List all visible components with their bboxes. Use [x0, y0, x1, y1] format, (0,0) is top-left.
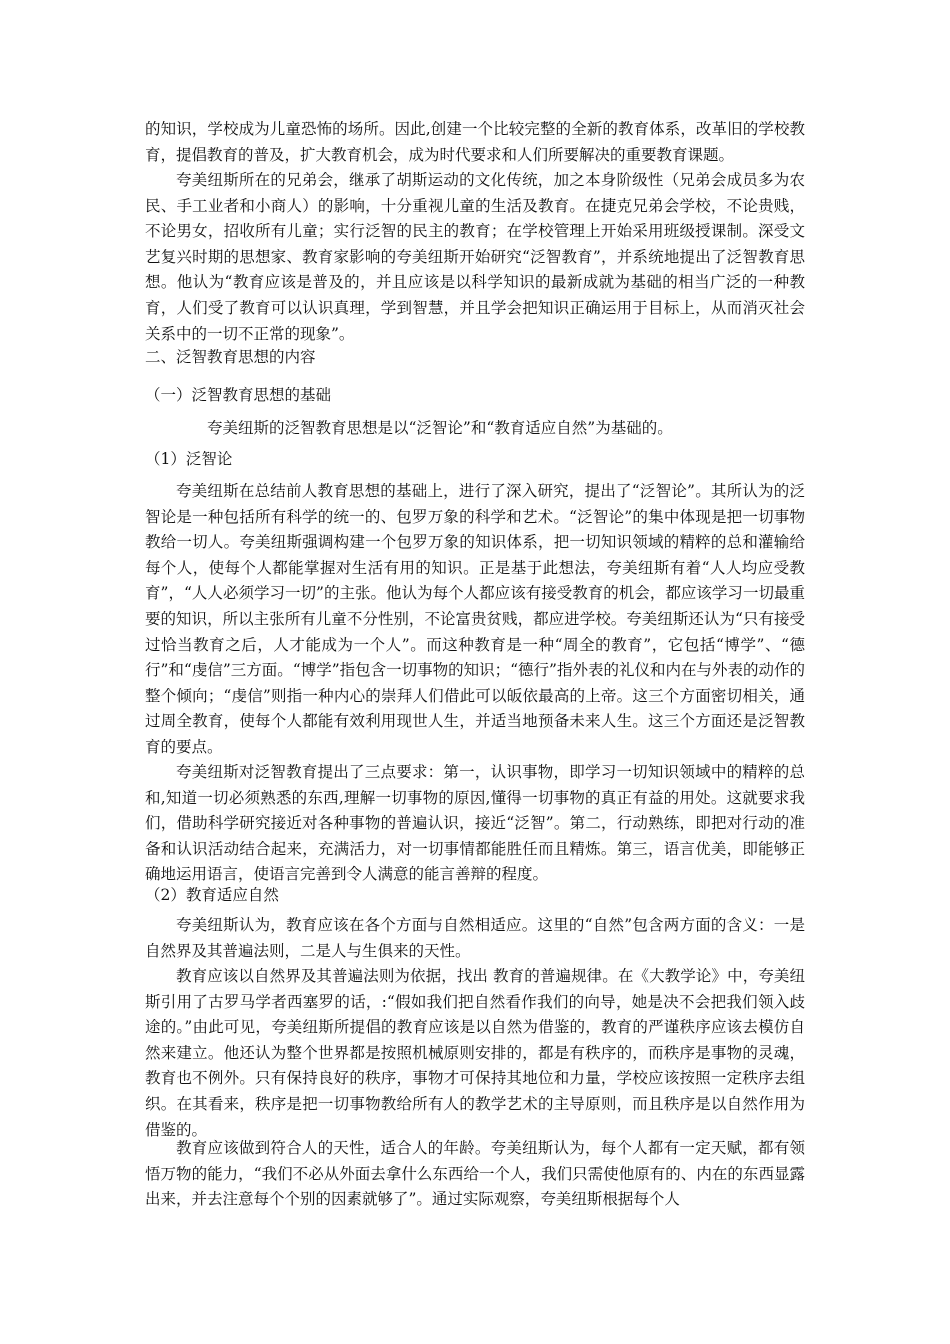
- paragraph-pansophism: 夸美纽斯在总结前人教育思想的基础上，进行了深入研究，提出了“泛智论”。其所认为的泛智论是一种包括所有科学的统一的、包罗万象的科学和艺术。“泛智论”的集中体现是把一切事物教给一切人。夸美纽斯强调构建一个包罗万象的知识体系，把一切知识领域的精粹的总和灌输给每个人，使每个人都能掌握对生活有用的知识。正是基于此想法，夸美纽斯有着“人人均应受教育”，“人人必须学习一切”的主张。他认为每个人都应该有接受教育的机会，都应该学习一切最重要的知识，所以主张所有儿童不分性别，不论富贵贫贱，都应进学校。夸美纽斯还认为“只有接受过恰当教育之后，人才能成为一个人”。而这种教育是一种“周全的教育”，它包括“博学”、“德行”和“虔信”三方面。“博学”指包含一切事物的知识；“德行”指外表的礼仪和内在与外表的动作的整个倾向；“虔信”则指一种内心的崇拜人们借此可以皈依最高的上帝。这三个方面密切相关，通过周全教育，使每个人都能有效利用现世人生，并适当地预备未来人生。这三个方面还是泛智教育的要点。: [145, 482, 805, 756]
- paragraph-nature-laws: 教育应该以自然界及其普遍法则为依据，找出 教育的普遍规律。在《大教学论》中，夸美纽斯引用了古罗马学者西塞罗的话，:“假如我们把自然看作我们的向导，她是决不会把我们领入歧途的。”由此可见，夸美纽斯所提倡的教育应该是以自然为借鉴的，教育的严谨秩序应该去模仿自然来建立。他还认为整个世界都是按照机械原则安排的，都是有秩序的，而秩序是事物的灵魂，教育也不例外。只有保持良好的秩序，事物才可保持其地位和力量，学校应该按照一定秩序去组织。在其看来，秩序是把一切事物教给所有人的教学艺术的主导原则，而且秩序是以自然作用为借鉴的。: [145, 967, 805, 1139]
- paragraph-foundation-summary: 夸美纽斯的泛智教育思想是以“泛智论”和“教育适应自然”为基础的。: [207, 419, 673, 437]
- paragraph-nature-meaning: 夸美纽斯认为，教育应该在各个方面与自然相适应。这里的“自然”包含两方面的含义：一是自然界及其普遍法则，二是人与生俱来的天性。: [145, 916, 805, 960]
- paragraph-education-system: 的知识，学校成为儿童恐怖的场所。因此,创建一个比较完整的全新的教育体系，改革旧的学校教育，提倡教育的普及，扩大教育机会，成为时代要求和人们所要解决的重要教育课题。: [145, 120, 805, 164]
- item-heading-adapt-nature: （2）教育适应自然: [145, 886, 279, 904]
- subsection-heading-foundation: （一）泛智教育思想的基础: [145, 386, 332, 404]
- paragraph-human-nature: 教育应该做到符合人的天性，适合人的年龄。夸美纽斯认为，每个人都有一定天赋，都有领悟万物的能力，“我们不必从外面去拿什么东西给一个人，我们只需使他原有的、内在的东西显露出来，并去注意每个个别的因素就够了”。通过实际观察，夸美纽斯根据每个人: [145, 1139, 805, 1209]
- paragraph-three-requirements: 夸美纽斯对泛智教育提出了三点要求：第一，认识事物，即学习一切知识领域中的精粹的总和,知道一切必须熟悉的东西,理解一切事物的原因,懂得一切事物的真正有益的用处。这就要求我们，借助科学研究接近对各种事物的普遍认识，接近“泛智”。第二，行动熟练，即把对行动的准备和认识活动结合起来，充满活力，对一切事情都能胜任而且精炼。第三，语言优美，即能够正确地运用语言，使语言完善到令人满意的能言善辩的程度。: [145, 763, 805, 884]
- section-heading-pansophic-content: 二、泛智教育思想的内容: [145, 348, 316, 366]
- item-heading-pansophism: （1）泛智论: [145, 450, 233, 468]
- paragraph-brethren: 夸美纽斯所在的兄弟会，继承了胡斯运动的文化传统，加之本身阶级性（兄弟会成员多为农民、手工业者和小商人）的影响，十分重视儿童的生活及教育。在捷克兄弟会学校，不论贵贱，不论男女，招收所有儿童；实行泛智的民主的教育；在学校管理上开始采用班级授课制。深受文艺复兴时期的思想家、教育家影响的夸美纽斯开始研究“泛智教育”，并系统地提出了泛智教育思想。他认为“教育应该是普及的，并且应该是以科学知识的最新成就为基础的相当广泛的一种教育，人们受了教育可以认识真理，学到智慧，并且学会把知识正确运用于目标上，从而消灭社会关系中的一切不正常的现象”。: [145, 171, 805, 343]
